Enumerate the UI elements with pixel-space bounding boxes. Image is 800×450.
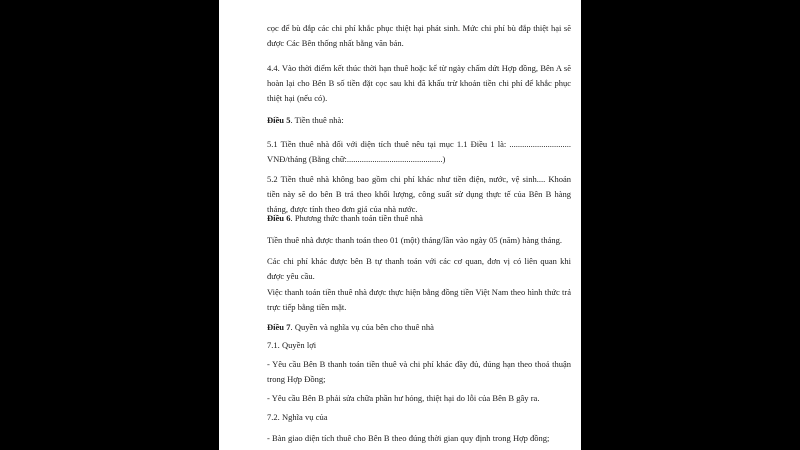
paragraph: Việc thanh toán tiền thuê nhà được thực hiện bằng đồng tiền Việt Nam theo hình thức trả trực tiếp bằng tiền mặt. (267, 287, 571, 312)
section-heading-dieu-6 (267, 211, 571, 226)
section-heading-dieu-7 (267, 320, 571, 335)
heading-number: Điều 7 (267, 322, 291, 332)
paragraph: - Yêu cầu Bên B thanh toán tiền thuê và chi phí khác đầy đủ, đúng hạn theo thoả thuận trong Hợp Đồng; (267, 359, 571, 384)
heading-title: . Phương thức thanh toán tiền thuê nhà (290, 213, 423, 223)
paragraph: cọc để bù đắp các chi phí khắc phục thiệt hại phát sinh. Mức chi phí bù đắp thiệt hại sẽ được Các Bên thống nhất bằng văn bản. (267, 23, 571, 48)
paragraph: 4.4. Vào thời điểm kết thúc thời hạn thuê hoặc kể từ ngày chấm dứt Hợp đồng, Bên A sẽ hoàn lại cho Bên B số tiền đặt cọc sau khi đã khấu trừ khoản tiền chi phí để khắc phục thiệt hại (nếu có). (267, 63, 571, 103)
paragraph: 7.2. Nghĩa vụ của (267, 412, 328, 422)
paragraph: 5.2 Tiền thuê nhà không bao gồm chi phí khác như tiền điện, nước, vệ sinh.... Khoản tiền này sẽ do bên B trả theo khối lượng, công suất sử dụng thực tế của Bên B hàng tháng, được tính theo đơn giá của nhà nước. (267, 174, 571, 214)
section-heading-dieu-5 (267, 113, 571, 128)
heading-number: Điều 6 (267, 213, 291, 223)
document-page (219, 0, 581, 450)
paragraph: - Yêu cầu Bên B phải sửa chữa phần hư hỏng, thiệt hại do lỗi của Bên B gây ra. (267, 393, 540, 403)
heading-title: . Tiền thuê nhà: (290, 115, 344, 125)
paragraph: Tiền thuê nhà được thanh toán theo 01 (một) tháng/lần vào ngày 05 (năm) hàng tháng. (267, 235, 562, 245)
paragraph: 5.1 Tiền thuê nhà đối với diện tích thuê nêu tại mục 1.1 Điều 1 là: ............................. VNĐ/tháng (Bằng chữ:.............................................) (267, 139, 571, 164)
paragraph: Các chi phí khác được bên B tự thanh toán với các cơ quan, đơn vị có liên quan khi được yêu cầu. (267, 256, 571, 281)
paragraph: - Bàn giao diện tích thuê cho Bên B theo đúng thời gian quy định trong Hợp đồng; (267, 433, 550, 443)
heading-title: . Quyền và nghĩa vụ của bên cho thuê nhà (290, 322, 434, 332)
heading-number: Điều 5 (267, 115, 291, 125)
paragraph: 7.1. Quyền lợi (267, 340, 317, 350)
